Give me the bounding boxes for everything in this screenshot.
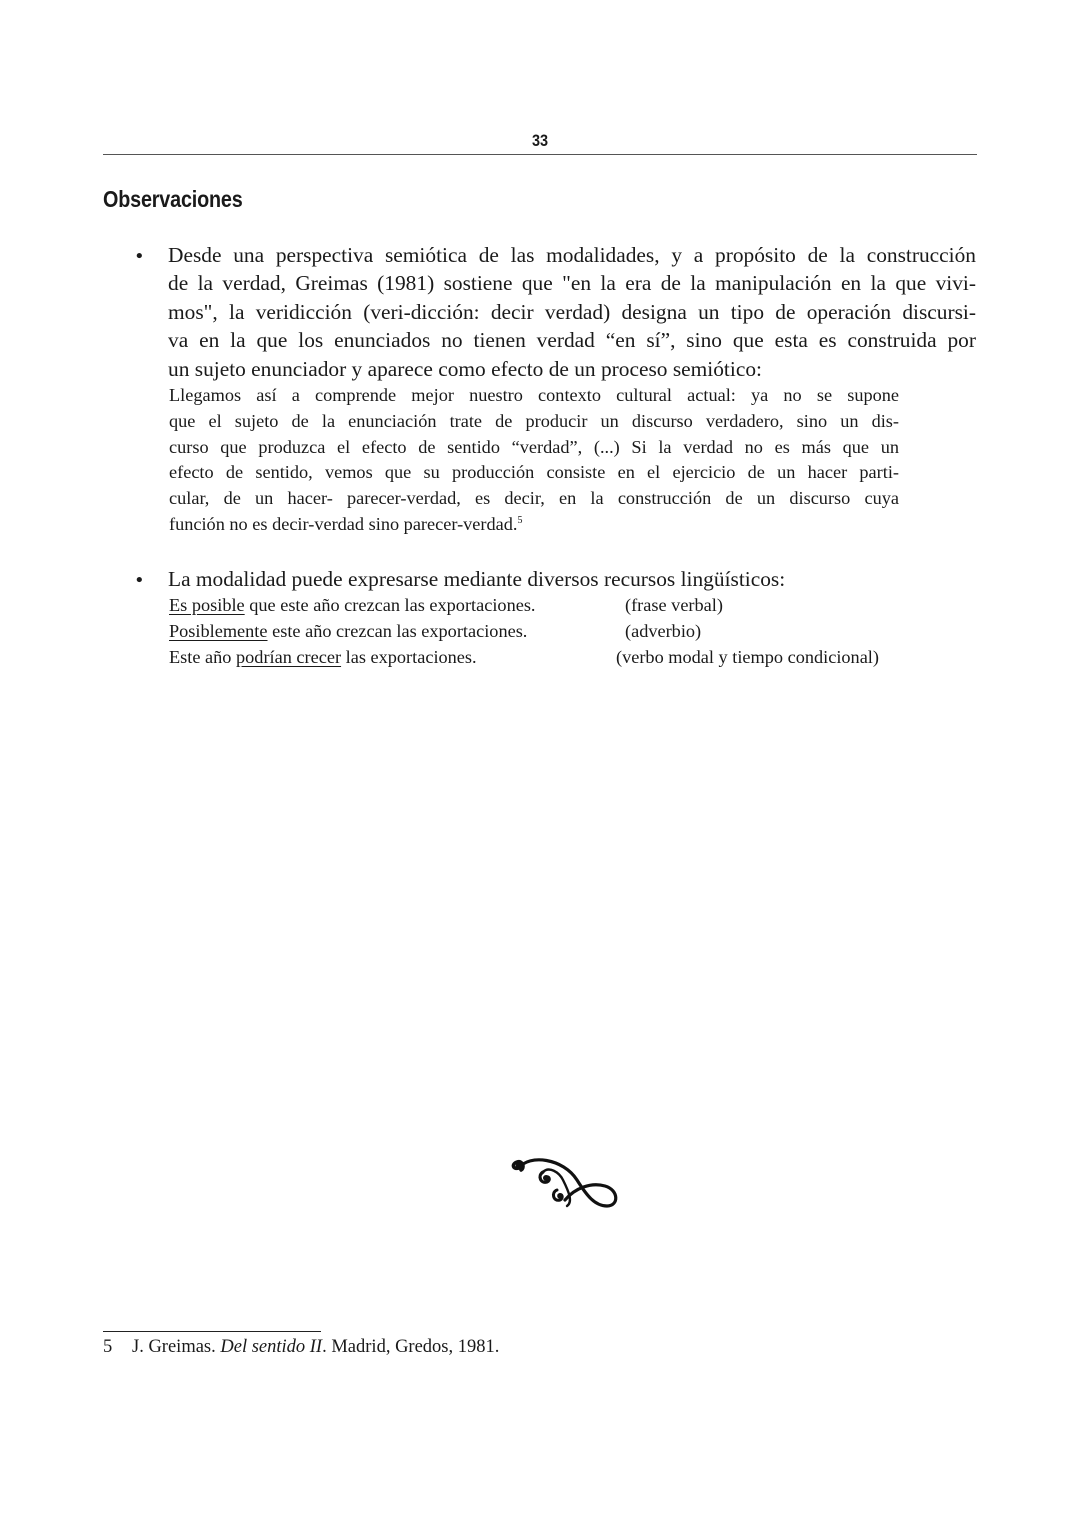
footnote-book-title: Del sentido II — [220, 1337, 323, 1357]
section-title: Observaciones — [103, 186, 243, 212]
example-label: (adverbio) — [625, 621, 702, 641]
example-label: (verbo modal y tiempo condicional) — [616, 647, 879, 667]
paragraph-modalidad — [168, 565, 976, 593]
quote-line — [169, 512, 899, 538]
example-label: (frase verbal) — [625, 595, 723, 615]
paragraph-greimas — [168, 241, 976, 383]
example-text: que este año crezcan las exportaciones. — [244, 595, 536, 615]
quote-line: Llegamos así a comprende mejor nuestro contexto cultural actual: ya no se supone — [169, 385, 899, 405]
footnote-author: J. Greimas. — [132, 1337, 221, 1357]
example-text: las exportaciones. — [341, 647, 477, 667]
bullet-marker: • — [134, 246, 145, 267]
footnote-rule — [103, 1331, 321, 1332]
quote-line: efecto de sentido, vemos que su producción consiste en el ejercicio de un hacer parti- — [169, 462, 899, 483]
example-underlined: Es posible — [169, 595, 245, 615]
example-underlined: Posiblemente — [169, 621, 268, 641]
paragraph-line: de la verdad, Greimas (1981) sostiene que "en la era de la manipulación en la que vivi- — [168, 271, 976, 296]
paragraph-line: La modalidad puede expresarse mediante diversos recursos lingüísticos: — [168, 567, 786, 591]
footnote-number: 5 — [103, 1337, 113, 1357]
page-number: 33 — [531, 131, 549, 150]
block-quote — [169, 383, 899, 538]
footnote — [103, 1337, 499, 1358]
paragraph-line: mos", la veridicción (veri-dicción: decir verdad) designa un tipo de operación discursi- — [168, 299, 976, 324]
flourish-ornament-icon — [505, 1150, 620, 1212]
paragraph-line: va en la que los enunciados no tienen verdad “en sí”, sino que esta es construida por — [168, 328, 976, 353]
header-rule — [103, 154, 977, 155]
quote-line: curso que produzca el efecto de sentido “verdad”, (...) Si la verdad no es más que un — [169, 436, 899, 457]
example-row — [169, 592, 536, 618]
footnote-reference[interactable]: 5 — [517, 514, 523, 526]
example-row — [169, 644, 477, 670]
example-text: Este año — [169, 647, 237, 667]
quote-line-text: función no es decir-verdad sino parecer-verdad. — [169, 513, 518, 534]
example-row — [169, 618, 527, 644]
footnote-publisher: . Madrid, Gredos, 1981. — [322, 1337, 500, 1357]
quote-line: cular, de un hacer- parecer-verdad, es decir, en la construcción de un discurso cuya — [169, 488, 899, 509]
quote-line: que el sujeto de la enunciación trate de producir un discurso verdadero, sino un dis- — [169, 410, 899, 431]
paragraph-line: Desde una perspectiva semiótica de las modalidades, y a propósito de la construcción — [168, 243, 976, 267]
example-underlined: podrían crecer — [236, 647, 342, 667]
example-text: este año crezcan las exportaciones. — [267, 621, 528, 641]
paragraph-line: un sujeto enunciador y aparece como efecto de un proceso semiótico: — [168, 356, 762, 381]
bullet-marker: • — [134, 570, 145, 591]
